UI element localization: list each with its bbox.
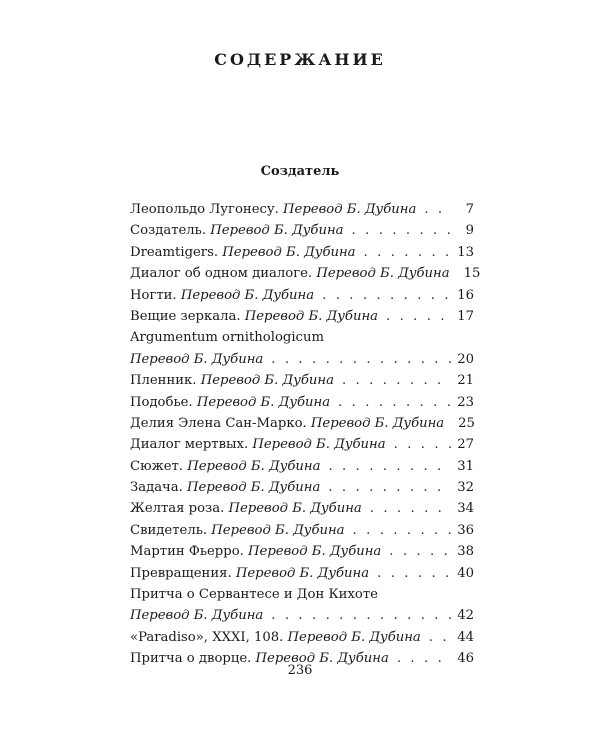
dot-leader bbox=[364, 242, 452, 263]
dot-leader bbox=[394, 434, 452, 455]
toc-entry-title: Argumentum ornithologicum bbox=[130, 330, 324, 346]
toc-entry-title: Притча о дворце. bbox=[130, 651, 252, 667]
toc-entry-page: 34 bbox=[457, 501, 474, 517]
dot-leader bbox=[389, 541, 451, 562]
toc-entry bbox=[130, 477, 474, 498]
toc-entry-translator: Перевод Б. Дубина bbox=[130, 608, 264, 624]
toc-entry-translator: Перевод Б. Дубина bbox=[316, 266, 450, 282]
toc-entry-translator: Перевод Б. Дубина bbox=[200, 373, 334, 389]
section-title: Создатель bbox=[260, 164, 340, 179]
dot-leader bbox=[353, 520, 452, 541]
toc-entry-title: Пленник. bbox=[130, 373, 197, 389]
dot-leader bbox=[386, 306, 451, 327]
toc-entry-translator: Перевод Б. Дубина bbox=[228, 501, 362, 517]
toc-entry bbox=[130, 263, 481, 284]
toc-entry-title: Свидетель. bbox=[130, 522, 208, 538]
toc-entry bbox=[130, 370, 474, 391]
toc-entry-page: 15 bbox=[463, 266, 481, 282]
toc-entry bbox=[130, 584, 474, 627]
toc-entry-title: Диалог мертвых. bbox=[130, 437, 249, 453]
dot-leader bbox=[328, 456, 451, 477]
toc-entry-title: Леопольдо Лугонесу. bbox=[130, 202, 279, 217]
toc-entry-title: Сюжет. bbox=[130, 458, 183, 474]
toc-entry bbox=[130, 199, 474, 220]
toc-entry-translator: Перевод Б. Дубина bbox=[130, 351, 264, 367]
toc-entry-translator: Перевод Б. Дубина bbox=[235, 565, 370, 581]
toc-entry-page: 38 bbox=[457, 544, 474, 560]
toc-entry-title: Задача. bbox=[130, 480, 183, 496]
toc-entry bbox=[130, 242, 474, 263]
toc-entry bbox=[130, 456, 474, 477]
toc-entry bbox=[130, 285, 474, 306]
toc-entry-page: 16 bbox=[457, 287, 474, 303]
toc-entry bbox=[130, 563, 474, 584]
toc-entry-page: 9 bbox=[465, 223, 474, 239]
toc-entry-page: 13 bbox=[457, 244, 474, 260]
toc-entry-translator: Перевод Б. Дубина bbox=[248, 544, 382, 560]
toc-entry-title: Притча о Сервантесе и Дон Кихоте bbox=[130, 587, 378, 603]
toc-entry-translator: Перевод Б. Дубина bbox=[222, 244, 356, 260]
toc-entry-page: 23 bbox=[457, 394, 474, 410]
toc-entry bbox=[130, 498, 474, 519]
toc-entry-translator: Перевод Б. Дубина bbox=[310, 415, 445, 431]
toc-entry-title: «Paradiso», XXXI, 108. bbox=[130, 629, 284, 645]
toc-entry-page: 17 bbox=[457, 308, 474, 324]
toc-entry bbox=[130, 627, 474, 648]
toc-entry-title: Диалог об одном диалоге. bbox=[130, 266, 313, 282]
toc-entry bbox=[130, 220, 474, 241]
toc-entry bbox=[130, 434, 474, 455]
toc-entry-page: 7 bbox=[465, 202, 474, 217]
toc-entry-page: 42 bbox=[457, 608, 474, 624]
toc-entry bbox=[130, 413, 474, 434]
dot-leader bbox=[271, 605, 451, 626]
toc-entry-page: 21 bbox=[457, 373, 474, 389]
toc-entry-translator: Перевод Б. Дубина bbox=[244, 308, 378, 324]
toc-entry-translator: Перевод Б. Дубина bbox=[255, 651, 389, 667]
page-number: 236 bbox=[287, 663, 313, 678]
dot-leader bbox=[342, 370, 451, 391]
toc-entry-title: Превращения. bbox=[130, 565, 232, 581]
toc-entry-title: Вещие зеркала. bbox=[130, 308, 241, 324]
toc-entry-translator: Перевод Б. Дубина bbox=[283, 202, 417, 217]
toc-entry-page: 44 bbox=[457, 629, 474, 645]
table-of-contents bbox=[130, 199, 481, 670]
dot-leader bbox=[328, 477, 451, 498]
toc-entry bbox=[130, 327, 474, 370]
toc-entry bbox=[130, 541, 474, 562]
toc-entry-translator: Перевод Б. Дубина bbox=[180, 287, 315, 303]
dot-leader bbox=[377, 563, 451, 584]
toc-entry-title: Желтая роза. bbox=[130, 501, 225, 517]
dot-leader bbox=[271, 349, 451, 370]
toc-entry-page: 40 bbox=[457, 565, 474, 581]
toc-entry bbox=[130, 392, 474, 413]
toc-entry-title: Подобье. bbox=[130, 394, 193, 410]
toc-entry-page: 36 bbox=[457, 522, 474, 538]
toc-entry-translator: Перевод Б. Дубина bbox=[196, 394, 331, 410]
toc-entry-translator: Перевод Б. Дубина bbox=[287, 629, 421, 645]
toc-entry-title: Делия Элена Сан-Марко. bbox=[130, 415, 307, 431]
toc-entry-translator: Перевод Б. Дубина bbox=[187, 480, 321, 496]
toc-entry-page: 25 bbox=[458, 415, 475, 431]
toc-entry-translator: Перевод Б. Дубина bbox=[210, 223, 344, 239]
toc-entry-page: 31 bbox=[457, 458, 474, 474]
dot-leader bbox=[352, 220, 452, 241]
toc-entry-translator: Перевод Б. Дубина bbox=[211, 522, 345, 538]
toc-entry-translator: Перевод Б. Дубина bbox=[252, 437, 386, 453]
toc-entry bbox=[130, 520, 474, 541]
toc-entry-title: Мартин Фьерро. bbox=[130, 544, 244, 560]
dot-leader bbox=[370, 498, 451, 519]
toc-entry-title: Ногти. bbox=[130, 287, 177, 303]
toc-entry bbox=[130, 306, 474, 327]
dot-leader bbox=[429, 627, 451, 648]
dot-leader bbox=[338, 392, 451, 413]
dot-leader bbox=[322, 285, 451, 306]
toc-entry-title: Dreamtigers. bbox=[130, 244, 219, 260]
toc-entry-page: 46 bbox=[457, 651, 474, 667]
toc-entry-translator: Перевод Б. Дубина bbox=[187, 458, 321, 474]
toc-entry-title: Создатель. bbox=[130, 223, 207, 239]
toc-entry-page: 32 bbox=[457, 480, 474, 496]
dot-leader bbox=[424, 199, 452, 220]
toc-entry-page: 20 bbox=[457, 351, 474, 367]
contents-heading: СОДЕРЖАНИЕ bbox=[214, 50, 386, 69]
toc-entry-page: 27 bbox=[457, 437, 474, 453]
